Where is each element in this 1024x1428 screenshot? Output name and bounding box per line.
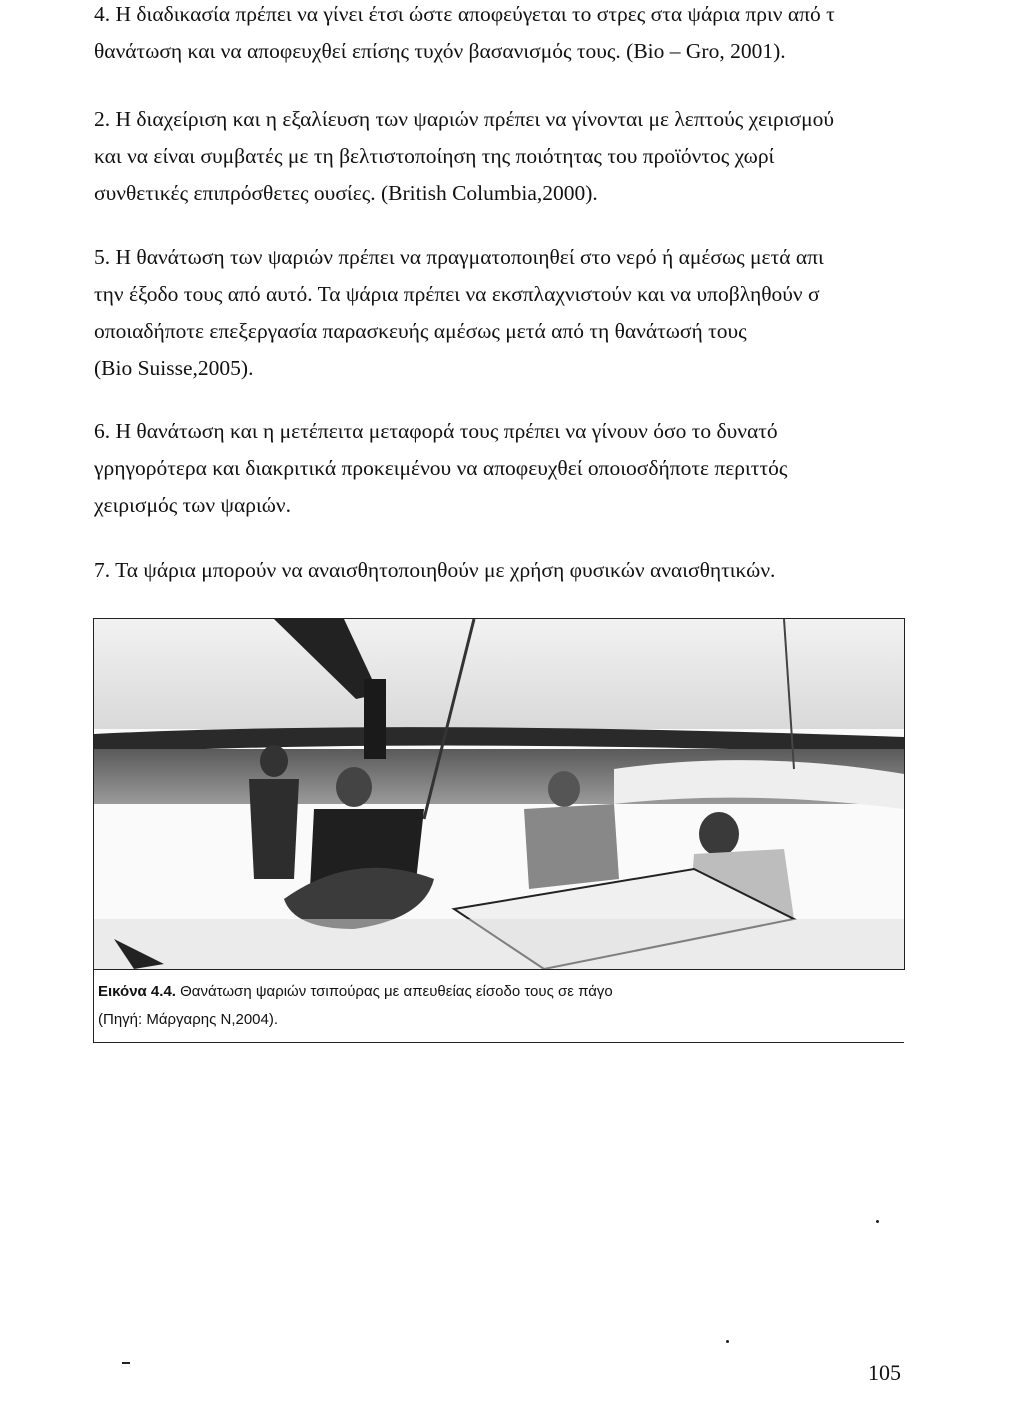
fish-farm-photo	[94, 619, 904, 969]
paragraph-2	[94, 101, 1024, 212]
paragraph-line: 2. Η διαχείριση και η εξαλίευση των ψαριών πρέπει να γίνονται με λεπτούς χειρισμού	[94, 107, 834, 131]
paragraph-line: 6. Η θανάτωση και η μετέπειτα μεταφορά τους πρέπει να γίνουν όσο το δυνατό	[94, 419, 778, 443]
paragraph-line: την έξοδο τους από αυτό. Τα ψάρια πρέπει να εκσπλαχνιστούν και να υποβληθούν σ	[94, 282, 820, 306]
paragraph-4	[94, 0, 1024, 70]
paragraph-7	[94, 552, 1024, 589]
paragraph-line: συνθετικές επιπρόσθετες ουσίες. (British Columbia,2000).	[94, 181, 598, 205]
paragraph-line: χειρισμός των ψαριών.	[94, 493, 291, 517]
scan-speck	[876, 1220, 879, 1223]
paragraph-line: και να είναι συμβατές με τη βελτιστοποίηση της ποιότητας του προϊόντος χωρί	[94, 144, 775, 168]
figure-photo	[93, 618, 905, 970]
paragraph-line: (Bio Suisse,2005).	[94, 356, 254, 380]
paragraph-6	[94, 413, 1024, 524]
caption-source: (Πηγή: Μάργαρης Ν,2004).	[98, 1011, 279, 1028]
scan-speck	[726, 1340, 729, 1343]
paragraph-line: 4. Η διαδικασία πρέπει να γίνει έτσι ώστε αποφεύγεται το στρες στα ψάρια πριν από τ	[94, 2, 835, 26]
figure-label: Εικόνα 4.4.	[98, 983, 176, 1000]
page-number: 105	[868, 1360, 901, 1385]
paragraph-line: 7. Τα ψάρια μπορούν να αναισθητοποιηθούν με χρήση φυσικών αναισθητικών.	[94, 558, 776, 582]
scan-speck	[122, 1362, 130, 1364]
paragraph-line: 5. Η θανάτωση των ψαριών πρέπει να πραγματοποιηθεί στο νερό ή αμέσως μετά απι	[94, 245, 824, 269]
paragraph-line: οποιαδήποτε επεξεργασία παρασκευής αμέσως μετά από τη θανάτωσή τους	[94, 319, 747, 343]
paragraph-line: θανάτωση και να αποφευχθεί επίσης τυχόν βασανισμός τους. (Bio – Gro, 2001).	[94, 39, 786, 63]
figure-caption	[93, 970, 904, 1043]
paragraph-line: γρηγορότερα και διακριτικά προκειμένου να αποφευχθεί οποιοσδήποτε περιττός	[94, 456, 788, 480]
caption-text: Θανάτωση ψαριών τσιπούρας με απευθείας είσοδο τους σε πάγο	[180, 983, 613, 1000]
paragraph-5	[94, 239, 1024, 387]
